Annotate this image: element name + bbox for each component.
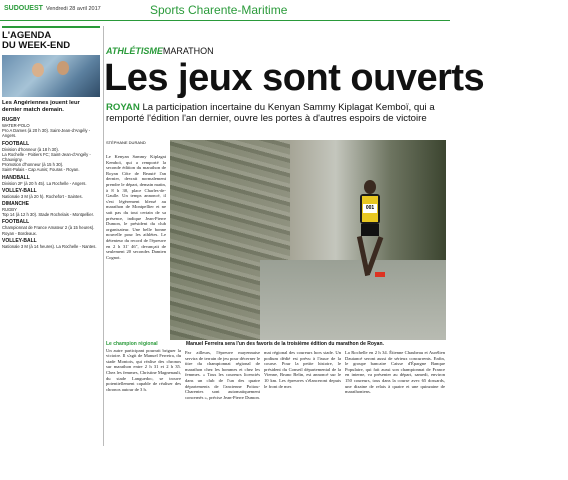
kicker-event: MARATHON bbox=[162, 46, 214, 56]
agenda-line: Championnat de France Amateur 2 (à 15 heures). Royan - Bordeaux. bbox=[2, 225, 95, 236]
agenda-line: WATER-POLO bbox=[2, 123, 30, 128]
agenda-title-line2: DU WEEK-END bbox=[2, 40, 71, 51]
article-subhead: Le champion régional bbox=[106, 341, 158, 347]
issue-date: Vendredi 28 avril 2017 bbox=[46, 6, 101, 12]
section-title: Sports Charente-Maritime bbox=[150, 3, 288, 17]
runner-figure bbox=[355, 180, 385, 290]
runner-shorts bbox=[361, 224, 379, 236]
runner-shoe bbox=[375, 272, 385, 277]
agenda-title bbox=[2, 26, 100, 51]
agenda-sport-heading: RUGBY bbox=[2, 117, 21, 123]
agenda-line: Division d'honneur (à 18 h 30). bbox=[2, 146, 59, 152]
agenda-line: Saint-Palais - Cap Aunis; Fouras - Royan. bbox=[2, 167, 80, 173]
agenda-sport-heading: VOLLEY-BALL bbox=[2, 187, 37, 194]
page-header bbox=[0, 0, 450, 21]
agenda-line: Promotion d'honneur (à 15 h 30). bbox=[2, 162, 64, 168]
agenda-line: La Rochelle - Poitiers FC; Saint-Jean-d'Angély - Chauvigny. bbox=[2, 151, 91, 163]
agenda-title-line1: L'AGENDA bbox=[2, 30, 52, 41]
agenda-line: Nationale 3 M (à 14 heures). La Rochelle - Nantes. bbox=[2, 243, 97, 249]
deck-city: ROYAN bbox=[106, 102, 140, 113]
agenda-sport-heading: HANDBALL bbox=[2, 174, 30, 181]
article-column-2-text: Un autre participant pourrait briguer la victoire. Il s'agit de Manuel Ferreira, du stade Montois, qui réalise des chronos sur marathon entre 2 h 31 et 2 h 35. Chez les femmes, Christine Magnenault, du stade Languedoc, se trouve potentiellement capable de réaliser des chronos autour de 3 h. bbox=[106, 347, 181, 392]
article-column-4: mat régional des coureurs hors stade. Un podium dédié est prévu à l'issue de la course. Pour la petite histoire, le président du Conseil départemental de la Vienne, Bruno Belin, est annoncé sur le 10 km. Les épreuves s'élanceront depuis le front de mer. bbox=[264, 350, 341, 389]
article-deck bbox=[106, 102, 446, 124]
runner-leg bbox=[366, 236, 384, 273]
road-image bbox=[260, 260, 446, 340]
agenda-sport-heading: VOLLEY-BALL bbox=[2, 237, 37, 244]
agenda-column bbox=[2, 26, 104, 446]
kicker-sport: ATHLÉTISME bbox=[106, 46, 163, 56]
agenda-photo-caption: Les Angériennes jouent leur dernier match demain. bbox=[2, 100, 80, 113]
article-column-2 bbox=[106, 340, 181, 446]
runner-bib: 001 bbox=[363, 204, 377, 213]
photo-caption: Manuel Ferreira sera l'un des favoris de la troisième édition du marathon de Royan. bbox=[186, 341, 384, 347]
photo-credit: ARCHIVES S. D. bbox=[550, 472, 568, 480]
article-column-3: Par ailleurs, l'épreuve mayennaise servira de terrain de jeu pour décerner le titre du championnat régional de marathon chez les hommes et chez les femmes. « Tous les coureurs licenciés dans un club de l'un des quatre départements de l'ancienne Poitou-Charentes sont automatiquement concernés », précise Jean-Pierre Dumon. bbox=[185, 350, 261, 400]
article-byline: STÉPHANE DURAND bbox=[106, 140, 146, 145]
water-polo-photo bbox=[2, 55, 100, 97]
article-headline: Les jeux sont ouverts bbox=[104, 57, 485, 99]
article-column-1: Le Kenyan Sammy Kiplagat Kemboï, qui a remporté la seconde édition du marathon de Royan Côte de Beauté l'an dernier, devrait normalement prendre le départ, demain matin, à 8 h 30, place Charles-de-Gaulle. Un temps annoncé, il s'est légèrement blessé au marathon de Montpellier et ne sait pas du tout certain de sa présence, indique Jean-Pierre Dumon, le président du club organisateur. Une belle bonne nouvelle pour les athlètes. Le détenteur du record de l'épreuve en 2 h 31' 46", devançait de seulement 20 secondes Damien Cognot. bbox=[106, 154, 166, 260]
newspaper-brand: SUDOUEST bbox=[4, 5, 43, 12]
player-head-image bbox=[32, 63, 44, 77]
player-head-image bbox=[57, 61, 69, 75]
agenda-line: Pro A Dames (à 20 h 30). Saint-Jean-d'Angély - Angers. bbox=[2, 128, 91, 139]
agenda-sport-heading: DIMANCHE bbox=[2, 201, 29, 208]
agenda-line: RUGBY bbox=[2, 207, 17, 213]
agenda-line: Nationale 3 M (à 20 h). Rochefort - Saintes. bbox=[2, 193, 83, 199]
agenda-line: Division 2F (à 20 h 45). La Rochelle - Angers. bbox=[2, 180, 87, 186]
agenda-line: Top 14 (à 12 h 30). Stade Rochelais - Montpellier. bbox=[2, 212, 94, 218]
runner-head bbox=[364, 180, 376, 194]
agenda-sport-heading: FOOTBALL bbox=[2, 219, 30, 226]
article-kicker bbox=[106, 46, 214, 56]
deck-text: La participation incertaine du Kenyan Sammy Kiplagat Kemboï, qui a remporté l'édition l'an dernier, ouvre les portes à d'autres espoirs de victoire bbox=[106, 102, 435, 124]
agenda-list bbox=[2, 117, 100, 249]
article-column-5: La Rochelle en 2 h 34. Étienne Chaubeau et Aurélien Dautancé seront aussi de sérieux concurrents. Enfin, le groupe bancaire Caisse d'Épargne Banque Populaire, qui fait aussi son championnat de France en interne, va présenter au départ, samedi, environ 150 coureurs, tous dans la course avec 65 dossards, une dizaine de relais à quatre et une quinzaine de marathoniens. bbox=[345, 350, 445, 395]
agenda-sport-heading: FOOTBALL bbox=[2, 140, 30, 147]
